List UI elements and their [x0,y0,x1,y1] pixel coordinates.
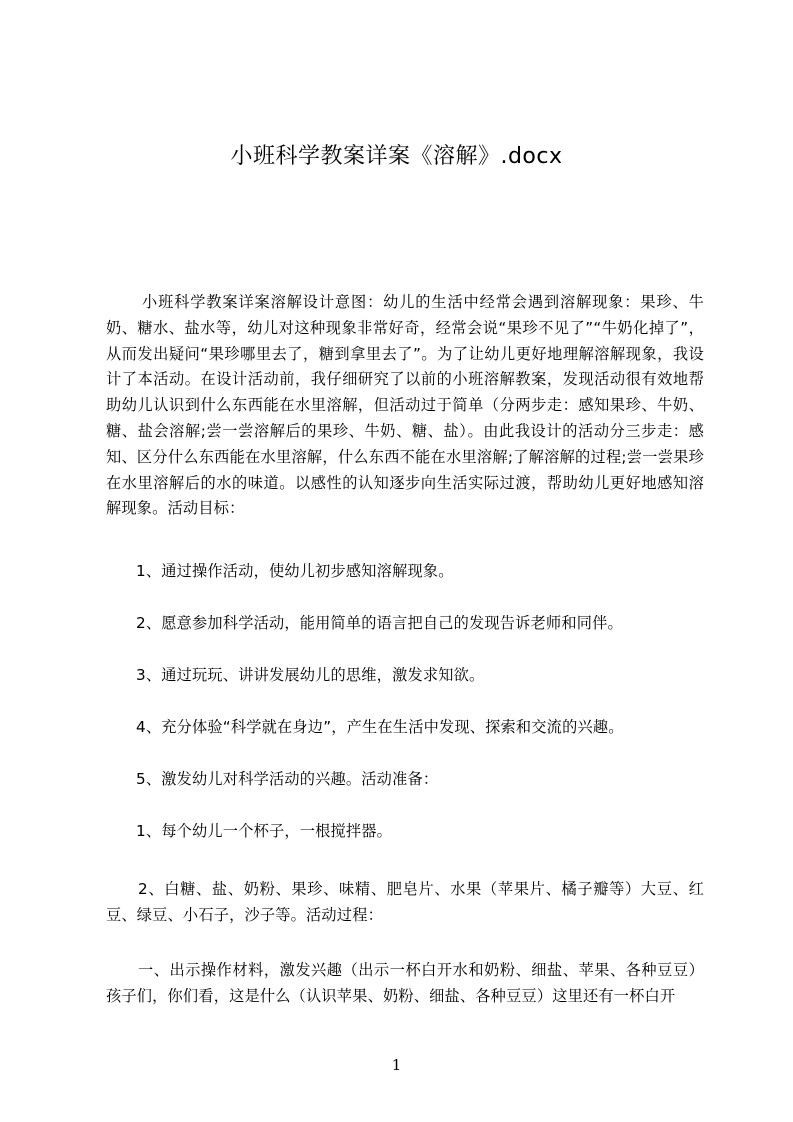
objective-3: 3、通过玩玩、讲讲发展幼儿的思维，激发求知欲。 [136,666,485,684]
objective-2: 2、愿意参加科学活动，能用简单的语言把自己的发现告诉老师和同伴。 [136,614,623,632]
process-step-1: 一、出示操作材料，激发兴趣（出示一杯白开水和奶粉、细盐、苹果、各种豆豆）孩子们，你们看，这是什么（认识苹果、奶粉、细盐、各种豆豆）这里还有一杯白开 [106,961,704,1005]
intro-paragraph: 小班科学教案详案溶解设计意图：幼儿的生活中经常会遇到溶解现象：果珍、牛奶、糖水、盐水等，幼儿对这种现象非常好奇，经常会说“果珍不见了”“牛奶化掉了”，从而发出疑问“果珍哪里去了，糖到拿里去了”。为了让幼儿更好地理解溶解现象，我设计了本活动。在设计活动前，我仔细研究了以前的小班溶解教案，发现活动很有效地帮助幼儿认识到什么东西能在水里溶解，但活动过于简单（分两步走：感知果珍、牛奶、糖、盐会溶解;尝一尝溶解后的果珍、牛奶、糖、盐）。由此我设计的活动分三步走：感知、区分什么东西能在水里溶解，什么东西不能在水里溶解;了解溶解的过程;尝一尝果珍在水里溶解后的水的味道。以感性的认知逐步向生活实际过渡，帮助幼儿更好地感知溶解现象。活动目标： [106,293,704,518]
objective-5: 5、激发幼儿对科学活动的兴趣。活动准备： [136,770,439,788]
page-number: 1 [391,1056,402,1074]
preparation-1: 1、每个幼儿一个杯子，一根搅拌器。 [136,822,393,840]
preparation-2: 2、白糖、盐、奶粉、果珍、味精、肥皂片、水果（苹果片、橘子瓣等）大豆、红豆、绿豆、小石子，沙子等。活动过程： [106,880,704,924]
objective-1: 1、通过操作活动，使幼儿初步感知溶解现象。 [136,562,454,580]
document-title: 小班科学教案详案《溶解》.docx [230,144,563,169]
objective-4: 4、充分体验“科学就在身边”，产生在生活中发现、探索和交流的兴趣。 [136,718,624,736]
